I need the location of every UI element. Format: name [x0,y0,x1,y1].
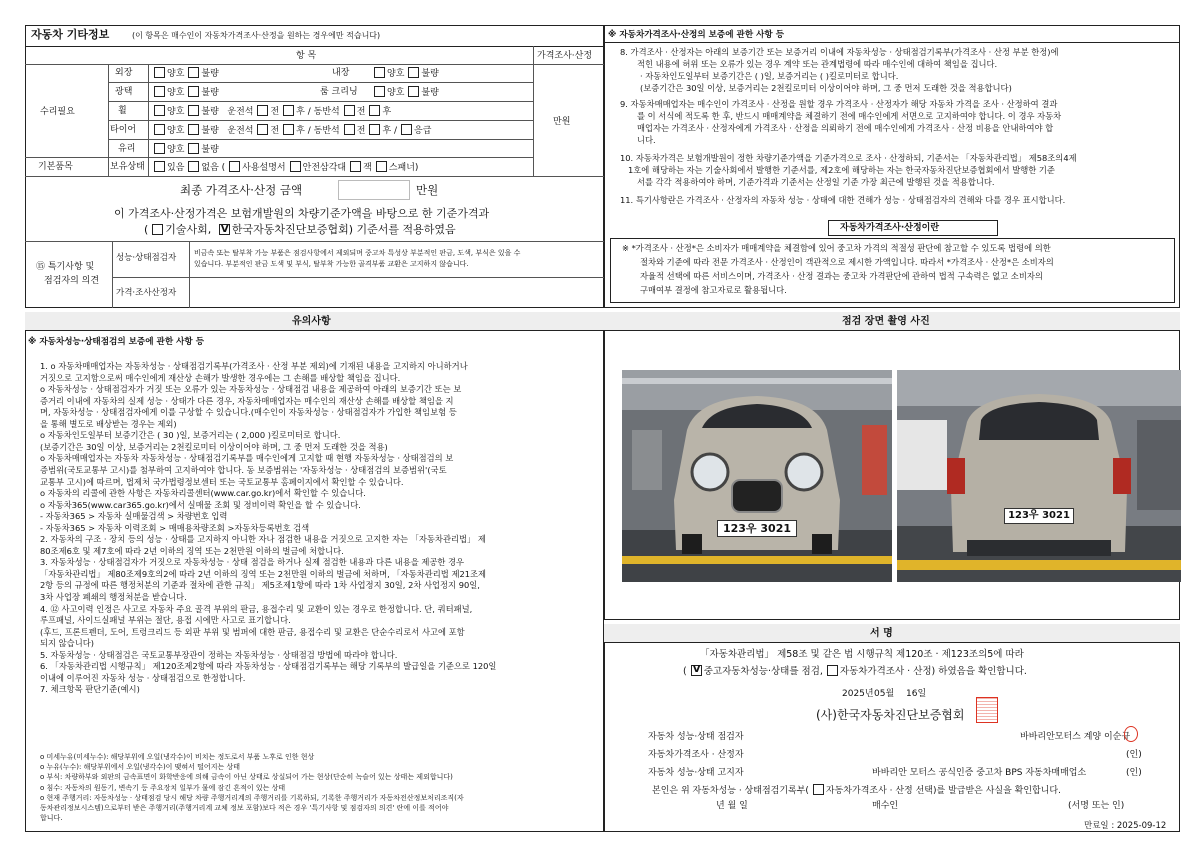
buyer-label: 매수인 [872,801,899,811]
price-guarantee-line: 적힌 내용에 허위 또는 오류가 있는 경우 계약 또는 관계법령에 따라 매수인에 대하여 책임을 집니다. [637,59,998,69]
glass-good-checkbox[interactable] [154,143,165,154]
notice-line: 5. 자동차성능 · 상태점검은 국토교통부장관이 정하는 자동차성능 · 상태점검 방법에 따라야 합니다. [40,649,398,660]
exterior-options: 양호 불량 [150,67,219,80]
wheel-passenger-front-checkbox[interactable] [344,105,355,116]
notice-line: 3. 자동차성능 · 상태점검자가 거짓으로 자동차성능 · 상태 점검을 하거나 실제 점검한 내용과 다른 내용을 제공한 경우 [40,557,465,568]
other-info-note: (이 항목은 매수인이 자동차가격조사·산정을 원하는 경우에만 적습니다) [132,31,381,40]
price-unit: 만원 [553,117,571,127]
spanner-checkbox[interactable] [376,161,387,172]
inspector-label: 성능·상태점검자 [116,253,177,263]
price-guarantee-line: 8. 가격조사 · 산정자는 아래의 보증기간 또는 보증거리 이내에 자동차성능 · 상태점검기록부(가격조사 · 산정 부분 한정)에 [620,47,1059,57]
price-definition-line: 구매여부 결정에 참고자료로 활용됩니다. [640,285,787,295]
notice-line: 이내에 이루어진 자동차 성능 · 상태점검으로 한정합니다. [40,672,246,683]
price-assessor-label: 가격·조사산정자 [116,288,177,298]
notice-line: ο 자동차의 리콜에 관한 사항은 자동차리콜센터(www.car.go.kr)에서 확인할 수 있습니다. [40,488,366,499]
notice-line: 증범위(국토교통부 고시)를 첨부하여 고지하여야 합니다. 동 보증범위는 '자동차성능 · 상태점검의 보증범위'(국토 [40,464,447,475]
notice-line: 80조제6호 및 제7호에 따라 2년 이하의 징역 또는 2천만원 이하의 벌금에 처합니다. [40,545,344,556]
col-price-header: 가격조사·산정 [537,51,593,61]
wheel-options: 양호 불량 운전석 전 후 / 동반석 전 후 [150,105,391,118]
row-interior: 내장 [332,68,350,78]
notice-line: ο 자동차성능 · 상태점검자가 거짓 또는 오류가 있는 자동차성능 · 상태점검 내용을 제공하여 아래의 보증기간 또는 보 [40,384,462,395]
tire-emergency-checkbox[interactable] [401,124,412,135]
basis-text: 이 가격조사·산정가격은 보험개발원의 차량기준가액을 바탕으로 한 기준가격과 [114,207,490,220]
criteria-line: ο 부식: 차량하부와 외판의 금속표면이 화학반응에 의해 금속이 아닌 상태로 상실되어 가는 현상(단순히 녹슬어 있는 상태는 제외합니다) [40,773,453,782]
gloss-options: 양호 불량 [150,86,219,99]
notice-title: 유의사항 [292,316,331,327]
notice-line: 을 통해 별도로 배상받는 경우는 제외) [40,418,177,429]
interior-good-checkbox[interactable] [374,67,385,78]
notice-line: 7. 체크항목 판단기준(예시) [40,684,140,695]
final-price-unit: 만원 [416,183,439,197]
tire-good-checkbox[interactable] [154,124,165,135]
notice-line: 3차 사업장 폐쇄의 행정처분을 받습니다. [40,592,187,602]
expiry-date: 만료일 : 2025-09-12 [1084,821,1167,831]
triangle-checkbox[interactable] [290,161,301,172]
signature-line2: (V 중고자동차성능·상태를 점검, 자동차가격조사 · 산정) 하였음을 확인합니다. [683,665,1027,678]
inspector-seal [1124,726,1138,742]
notice-line: 「자동차관리법」 제80조제9호의2에 따라 2년 이하의 징역 또는 2천만원 이하의 벌금에 처하며, 「자동차관리법 제21조제 [40,568,487,579]
special-notes-label-2: 점검자의 의견 [44,276,100,286]
price-definition-title: 자동차가격조사·산정이란 [840,223,940,233]
photo-title: 점검 장면 촬영 사진 [842,316,930,327]
row-gloss: 광택 [115,87,133,97]
notice-line: 교통부 고시)에 따르며, 법제처 국가법령정보센터 또는 국토교통부 홈페이지에서 확인할 수 있습니다. [40,476,404,487]
repair-needed-label: 수리필요 [40,107,75,117]
buyer-confirm-line: 본인은 위 자동차성능 · 상태점검기록부( 자동차가격조사 · 산정 선택)를 발급받은 사실을 확인합니다. [652,786,1061,796]
manual-checkbox[interactable] [229,161,240,172]
gloss-good-checkbox[interactable] [154,86,165,97]
holding-status-label: 보유상태 [110,162,145,172]
notice-line: ο 자동차인도일부터 보증기간은 ( 30 )일, 보증거리는 ( 2,000 )킬로미터로 합니다. [40,430,341,441]
row-tire: 타이어 [110,125,137,135]
room-clean-bad-checkbox[interactable] [408,86,419,97]
notice-line: (후드, 프론트펜더, 도어, 트렁크리드 등 외판 부위 및 범퍼에 대한 판금, 용접수리 및 교환은 단순수리로서 사고에 포함 [40,626,465,637]
inspector-note-1: 비금속 또는 탈부착 가능 부품은 점검사항에서 제외되며 중고차 특성상 부분적인 판금, 도색, 부식은 있을 수 [194,249,521,257]
notifier-name: 바바리안 모터스 공식인증 중고차 BPS 자동차매매업소 [872,768,1087,778]
price-definition-line: 자율적 선택에 따른 서비스이며, 가격조사 · 산정 결과는 중고차 가격판단에 관하여 법적 구속력은 없고 소비자의 [640,271,1043,281]
notice-line: ο 자동차매매업자는 자동차 자동차성능 · 상태점검기록부를 매수인에게 고지할 때 현행 자동차성능 · 상태점검의 보 [40,453,454,464]
rear-car-photo [897,370,1181,582]
tire-options: 양호 불량 운전석 전 후 / 동반석 전 후 / 응급 [150,124,431,137]
notice-line: ο 자동차365(www.car365.go.kr)에서 실매물 조회 및 정비이력 확인을 할 수 있습니다. [40,499,361,510]
notice-line: 6. 「자동차관리법 시행규칙」 제120조제2항에 따라 자동차성능 · 상태점검기록부는 해당 기록부의 발급일을 기준으로 120일 [40,661,497,672]
price-guarantee-line: 를 이 서식에 적도록 한 후, 반드시 매매계약을 체결하기 전에 매수인에게 서면으로 고지하여야 합니다. 이 경우 자동차 [637,111,1062,121]
col-item-header: 항 목 [296,51,317,61]
wheel-passenger-rear-checkbox[interactable] [369,105,380,116]
signature-line1: 「자동차관리법」 제58조 및 같은 법 시행규칙 제120조 · 제123조의5에 따라 [700,649,1024,660]
price-guarantee-line: 11. 특기사항란은 가격조사 · 산정자의 자동차 성능 · 상태에 대한 견해가 성능 · 상태점검자의 견해와 다를 경우 표시합니다. [620,195,1066,205]
buyer-date-label: 년 월 일 [716,801,748,811]
inspector-name: 바바리안모터스 계양 이순규 [1020,732,1131,742]
glass-options: 양호 불량 [150,143,219,156]
price-guarantee-line: 10. 자동차가격은 보험개발원이 정한 차량기준가액을 기준가격으로 조사 · 산정하되, 기준서는 「자동차관리법」 제58조의4제 [620,153,1077,163]
price-survey-checkbox[interactable] [827,665,838,676]
notice-line: 증거리 이내에 자동차의 실제 성능 · 상태가 다른 경우, 자동차매매업자는 매수인의 재산상 손해를 배상할 책임을 지 [40,395,454,406]
rear-license-plate: 123우 3021 [1004,508,1074,524]
price-guarantee-line: · 자동차인도일부터 보증기간은 ( )일, 보증거리는 ( )킬로미터로 합니다. [640,71,899,81]
basis-options: ( 기술사회, V 한국자동차진단보증협회) 기준서를 적용하였음 [144,223,456,237]
notice-line: 4. ⑫ 사고이력 인정은 사고로 자동차 주요 골격 부위의 판금, 용접수리 및 교환이 있는 경우로 한정합니다. 단, 쿼터패널, [40,603,473,614]
front-car-photo [622,370,892,582]
interior-options: 양호 불량 [370,67,439,80]
inspector-note-2: 있습니다. 부분적인 판금 도색 및 부식, 탈부착 가능한 골격부품 교환은 고지하지 않습니다. [194,260,469,268]
price-guarantee-line: 서를 각각 적용하여야 하며, 기준가격과 기준서는 산정일 기준 가장 최근에 발행된 것을 적용합니다. [637,177,995,187]
inspection-checkbox[interactable] [691,665,702,676]
price-guarantee-line: 9. 자동차매매업자는 매수인이 가격조사 · 산정을 원할 경우 가격조사 · 산정자가 해당 자동차 가격을 조사 · 산정하여 결과 [620,99,1058,109]
buyer-sign-label: (서명 또는 인) [1068,801,1125,811]
basic-items-label: 기본품목 [38,162,73,172]
row-wheel: 휠 [118,106,127,116]
sign-month: 05월 [874,689,895,699]
basic-items-options: 있음 없음 ( 사용설명서 안전삼각대 잭 스패너) [150,161,418,174]
notice-line: - 자동차365 > 자동차 이력조회 > 매매용차량조회 >자동차등록번호 검색 [40,522,310,533]
criteria-line: ο 현재 주행거리: 자동차성능 · 상태점검 당시 해당 차량 주행거리계의 주행거리를 기록하되, 기록한 주행거리가 자동차전산정보처리조직(자 [40,793,464,802]
price-guarantee-line: 니다. [637,135,656,145]
price-guarantee-line: 매업자는 가격조사 · 산정자에게 가격조사 · 산정을 의뢰하기 전에 매수인에게 가격조사 · 산정 비용을 안내하여야 합 [637,123,1054,133]
final-price-label: 최종 가격조사·산정 금액 [180,183,303,197]
assessor-role: 자동차가격조사 · 산정자 [648,750,744,760]
basic-none-checkbox[interactable] [188,161,199,172]
inspector-role: 자동차 성능·상태 점검자 [648,732,744,742]
gloss-bad-checkbox[interactable] [188,86,199,97]
notice-line: 되지 않습니다) [40,638,94,649]
special-notes-label-1: ⑮ 특기사항 및 [36,262,95,272]
notice-line: 1. ο 자동차매매업자는 자동차성능 · 상태점검기록부(가격조사 · 산정 부분 제외)에 기재된 내용을 고지하지 아니하거나 [40,361,468,371]
sign-day: 16일 [906,689,927,699]
criteria-line: ο 누유(누수): 해당부위에서 오일(냉각수)이 맺혀서 떨어지는 상태 [40,763,240,772]
notifier-seal: (인) [1126,768,1142,778]
notice-line: 2항 등의 규정에 따른 행정처분의 기준과 절차에 관한 규칙」 제5조제1항에 따라 1차 사업정지 30일, 2차 사업정지 90일, [40,580,480,591]
exterior-good-checkbox[interactable] [154,67,165,78]
tire-bad-checkbox[interactable] [188,124,199,135]
interior-bad-checkbox[interactable] [408,67,419,78]
signature-title: 서 명 [870,628,893,639]
wheel-good-checkbox[interactable] [154,105,165,116]
row-glass: 유리 [118,144,136,154]
basis-opt2-checkbox[interactable] [219,224,230,235]
notifier-role: 자동차 성능·상태 고지자 [648,768,744,778]
basic-have-checkbox[interactable] [154,161,165,172]
price-guarantee-line: 1호에 해당하는 자는 기술사회에서 발행한 기준서를, 제2호에 해당하는 자는 한국자동차진단보증협회에서 발행한 기준 [628,165,1055,175]
basis-opt1-checkbox[interactable] [152,224,163,235]
notice-line: 루프패널, 사이드실패널 부위는 절단, 용접 시에만 사고로 표기합니다. [40,615,291,626]
glass-bad-checkbox[interactable] [188,143,199,154]
notice-line: 며, 자동차성능 · 상태점검자에게 이를 구상할 수 있습니다.(매수인이 자동차성능 · 상태점검자가 가입한 책임보험 등 [40,407,457,418]
association-stamp [976,697,998,723]
assessor-seal: (인) [1126,750,1142,760]
tire-driver-rear-checkbox[interactable] [283,124,294,135]
buyer-price-checkbox[interactable] [813,784,824,795]
tire-passenger-rear-checkbox[interactable] [369,124,380,135]
wheel-driver-front-checkbox[interactable] [257,105,268,116]
notice-heading: ※ 자동차성능·상태점검의 보증에 관한 사항 등 [28,337,205,347]
notice-line: - 자동차365 > 자동차 실매물검색 > 차량번호 입력 [40,511,228,522]
tire-passenger-front-checkbox[interactable] [344,124,355,135]
room-clean-good-checkbox[interactable] [374,86,385,97]
association-name: (사)한국자동차진단보증협회 [816,708,965,722]
criteria-line: 합니다. [40,814,63,823]
notice-line: 2. 자동차의 구조 · 장치 등의 성능 · 상태를 고지하지 아니한 자나 점검한 내용을 거짓으로 고지한 자는 「자동차관리법」 제 [40,534,486,545]
criteria-line: 동차관리정보시스템)으로부터 받은 주행거리(주행거리계 교체 정보 포함)보다 적은 경우 '특기사항 및 점검자의 의견' 란에 이를 적어야 [40,804,449,812]
price-guarantee-heading: ※ 자동차가격조사·산정의 보증에 관한 사항 등 [608,30,785,40]
sign-year: 2025년 [842,689,874,699]
wheel-bad-checkbox[interactable] [188,105,199,116]
price-definition-line: 절차와 기준에 따라 전문 가격조사 · 산정인이 객관적으로 제시한 가액입니다. 따라서 *가격조사 · 산정*은 소비자의 [640,257,1054,267]
final-price-input[interactable] [338,180,410,200]
criteria-line: ο 침수: 자동차의 원동기, 변속기 등 주요장치 일부가 물에 잠긴 흔적이 있는 상태 [40,783,286,792]
wheel-driver-rear-checkbox[interactable] [283,105,294,116]
price-definition-line: ※ *가격조사 · 산정*은 소비자가 매매계약을 체결함에 있어 중고차 가격의 적절성 판단에 참고할 수 있도록 법령에 의한 [622,243,1051,253]
notice-line: (보증기간은 30일 이상, 보증거리는 2천킬로미터 이상이어야 하며, 그 중 먼저 도래한 것을 적용) [40,441,388,452]
tire-driver-front-checkbox[interactable] [257,124,268,135]
row-room-clean: 룸 크리닝 [320,87,358,97]
criteria-line: ο 미세누유(미세누수): 해당부위에 오일(냉각수)이 비치는 정도로서 부품 노후로 인한 현상 [40,753,315,761]
exterior-bad-checkbox[interactable] [188,67,199,78]
jack-checkbox[interactable] [350,161,361,172]
notice-line: 거짓으로 고지함으로써 매수인에게 재산상 손해가 발생한 경우에는 그 손해를 배상할 책임을 집니다. [40,372,401,383]
row-exterior: 외장 [115,68,133,78]
price-guarantee-line: (보증기간은 30일 이상, 보증거리는 2천킬로미터 이상이어야 하며, 그 중 먼저 도래한 것을 적용합니다) [640,83,1012,93]
front-license-plate: 123우 3021 [717,520,797,537]
room-clean-options: 양호 불량 [370,86,439,99]
other-info-title: 자동차 기타정보 [31,28,110,41]
